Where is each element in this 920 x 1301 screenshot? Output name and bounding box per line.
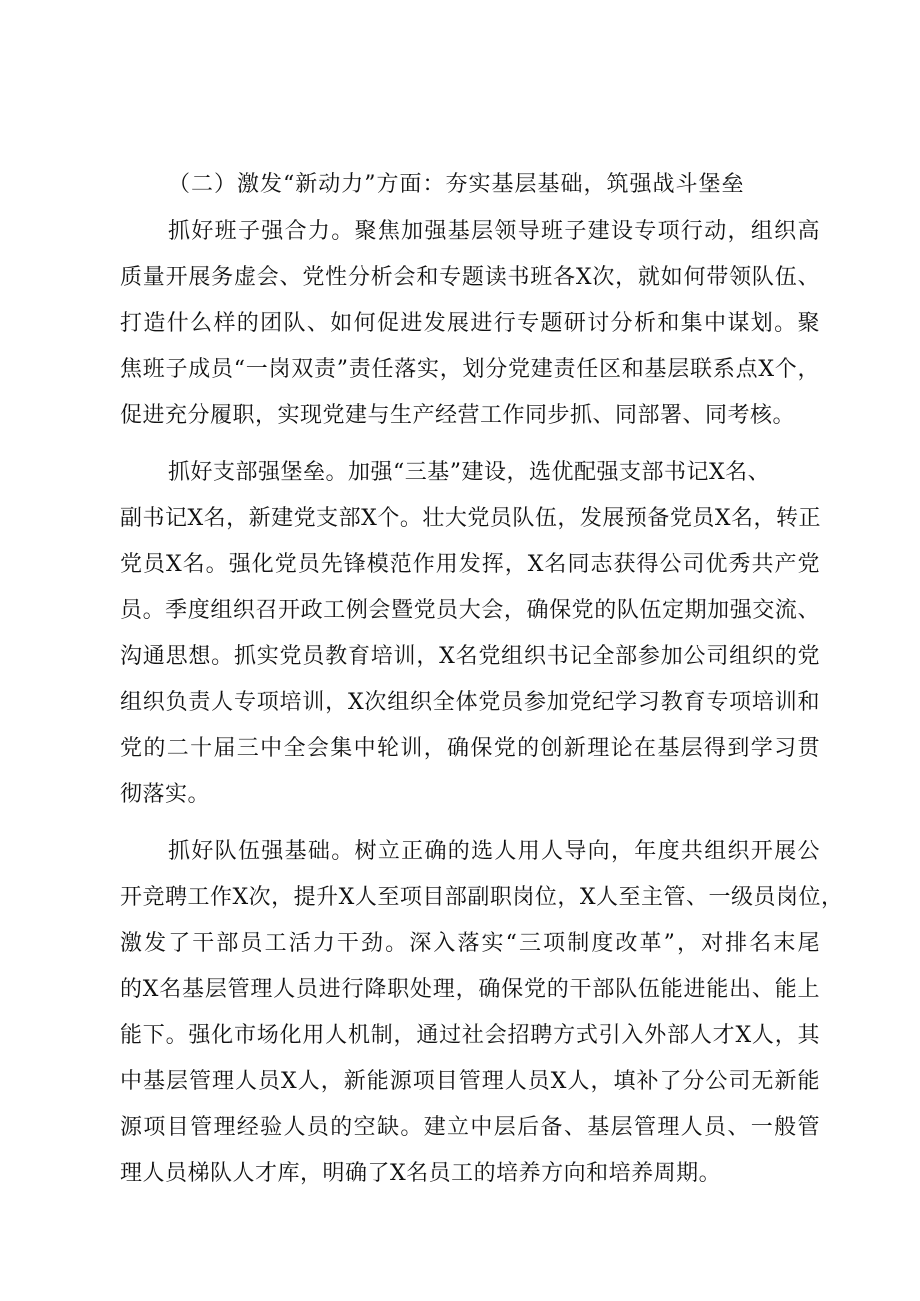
- paragraph-1-line-2: 质量开展务虚会、党性分析会和专题读书班各X次，就如何带领队伍、: [120, 265, 820, 290]
- paragraph-2-line-2: 副书记X名，新建党支部X个。壮大党员队伍，发展预备党员X名，转正: [120, 506, 821, 531]
- paragraph-3-line-2: 开竞聘工作X次，提升X人至项目部副职岗位，X人至主管、一级员岗位，: [120, 885, 844, 910]
- paragraph-2-line-3: 党员X名。强化党员先锋模范作用发挥，X名同志获得公司优秀共产党: [120, 552, 820, 577]
- section-heading: （二）激发“新动力”方面：夯实基层基础，筑强战斗堡垒: [168, 172, 745, 197]
- paragraph-3-line-5: 能下。强化市场化用人机制，通过社会招聘方式引入外部人才X人，其: [120, 1023, 820, 1048]
- paragraph-1-line-5: 促进充分履职，实现党建与生产经营工作同步抓、同部署、同考核。: [120, 403, 796, 428]
- paragraph-3-line-8: 理人员梯队人才库，明确了X名员工的培养方向和培养周期。: [120, 1161, 722, 1186]
- paragraph-3-line-3: 激发了干部员工活力干劲。深入落实“三项制度改革”，对排名末尾: [120, 931, 820, 956]
- paragraph-1-line-1: 抓好班子强合力。聚焦加强基层领导班子建设专项行动，组织高: [168, 219, 820, 244]
- paragraph-1-line-3: 打造什么样的团队、如何促进发展进行专题研讨分析和集中谋划。聚: [120, 311, 820, 336]
- paragraph-2-line-7: 党的二十届三中全会集中轮训，确保党的创新理论在基层得到学习贯: [120, 736, 820, 761]
- paragraph-2-line-5: 沟通思想。抓实党员教育培训，X名党组织书记全部参加公司组织的党: [120, 644, 820, 669]
- paragraph-2-line-6: 组织负责人专项培训，X次组织全体党员参加党纪学习教育专项培训和: [120, 690, 820, 715]
- paragraph-2-line-4: 员。季度组织召开政工例会暨党员大会，确保党的队伍定期加强交流、: [120, 598, 820, 623]
- paragraph-2-line-8: 彻落实。: [120, 782, 211, 807]
- paragraph-3-line-7: 源项目管理经验人员的空缺。建立中层后备、基层管理人员、一般管: [120, 1115, 820, 1140]
- paragraph-3-line-4: 的X名基层管理人员进行降职处理，确保党的干部队伍能进能出、能上: [120, 977, 820, 1002]
- paragraph-2-line-1: 抓好支部强堡垒。加强“三基”建设，选优配强支部书记X名、: [168, 460, 771, 485]
- paragraph-1-line-4: 焦班子成员“一岗双责”责任落实，划分党建责任区和基层联系点X个，: [120, 357, 820, 382]
- paragraph-3-line-1: 抓好队伍强基础。树立正确的选人用人导向，年度共组织开展公: [168, 839, 820, 864]
- paragraph-3-line-6: 中基层管理人员X人，新能源项目管理人员X人，填补了分公司无新能: [120, 1069, 820, 1094]
